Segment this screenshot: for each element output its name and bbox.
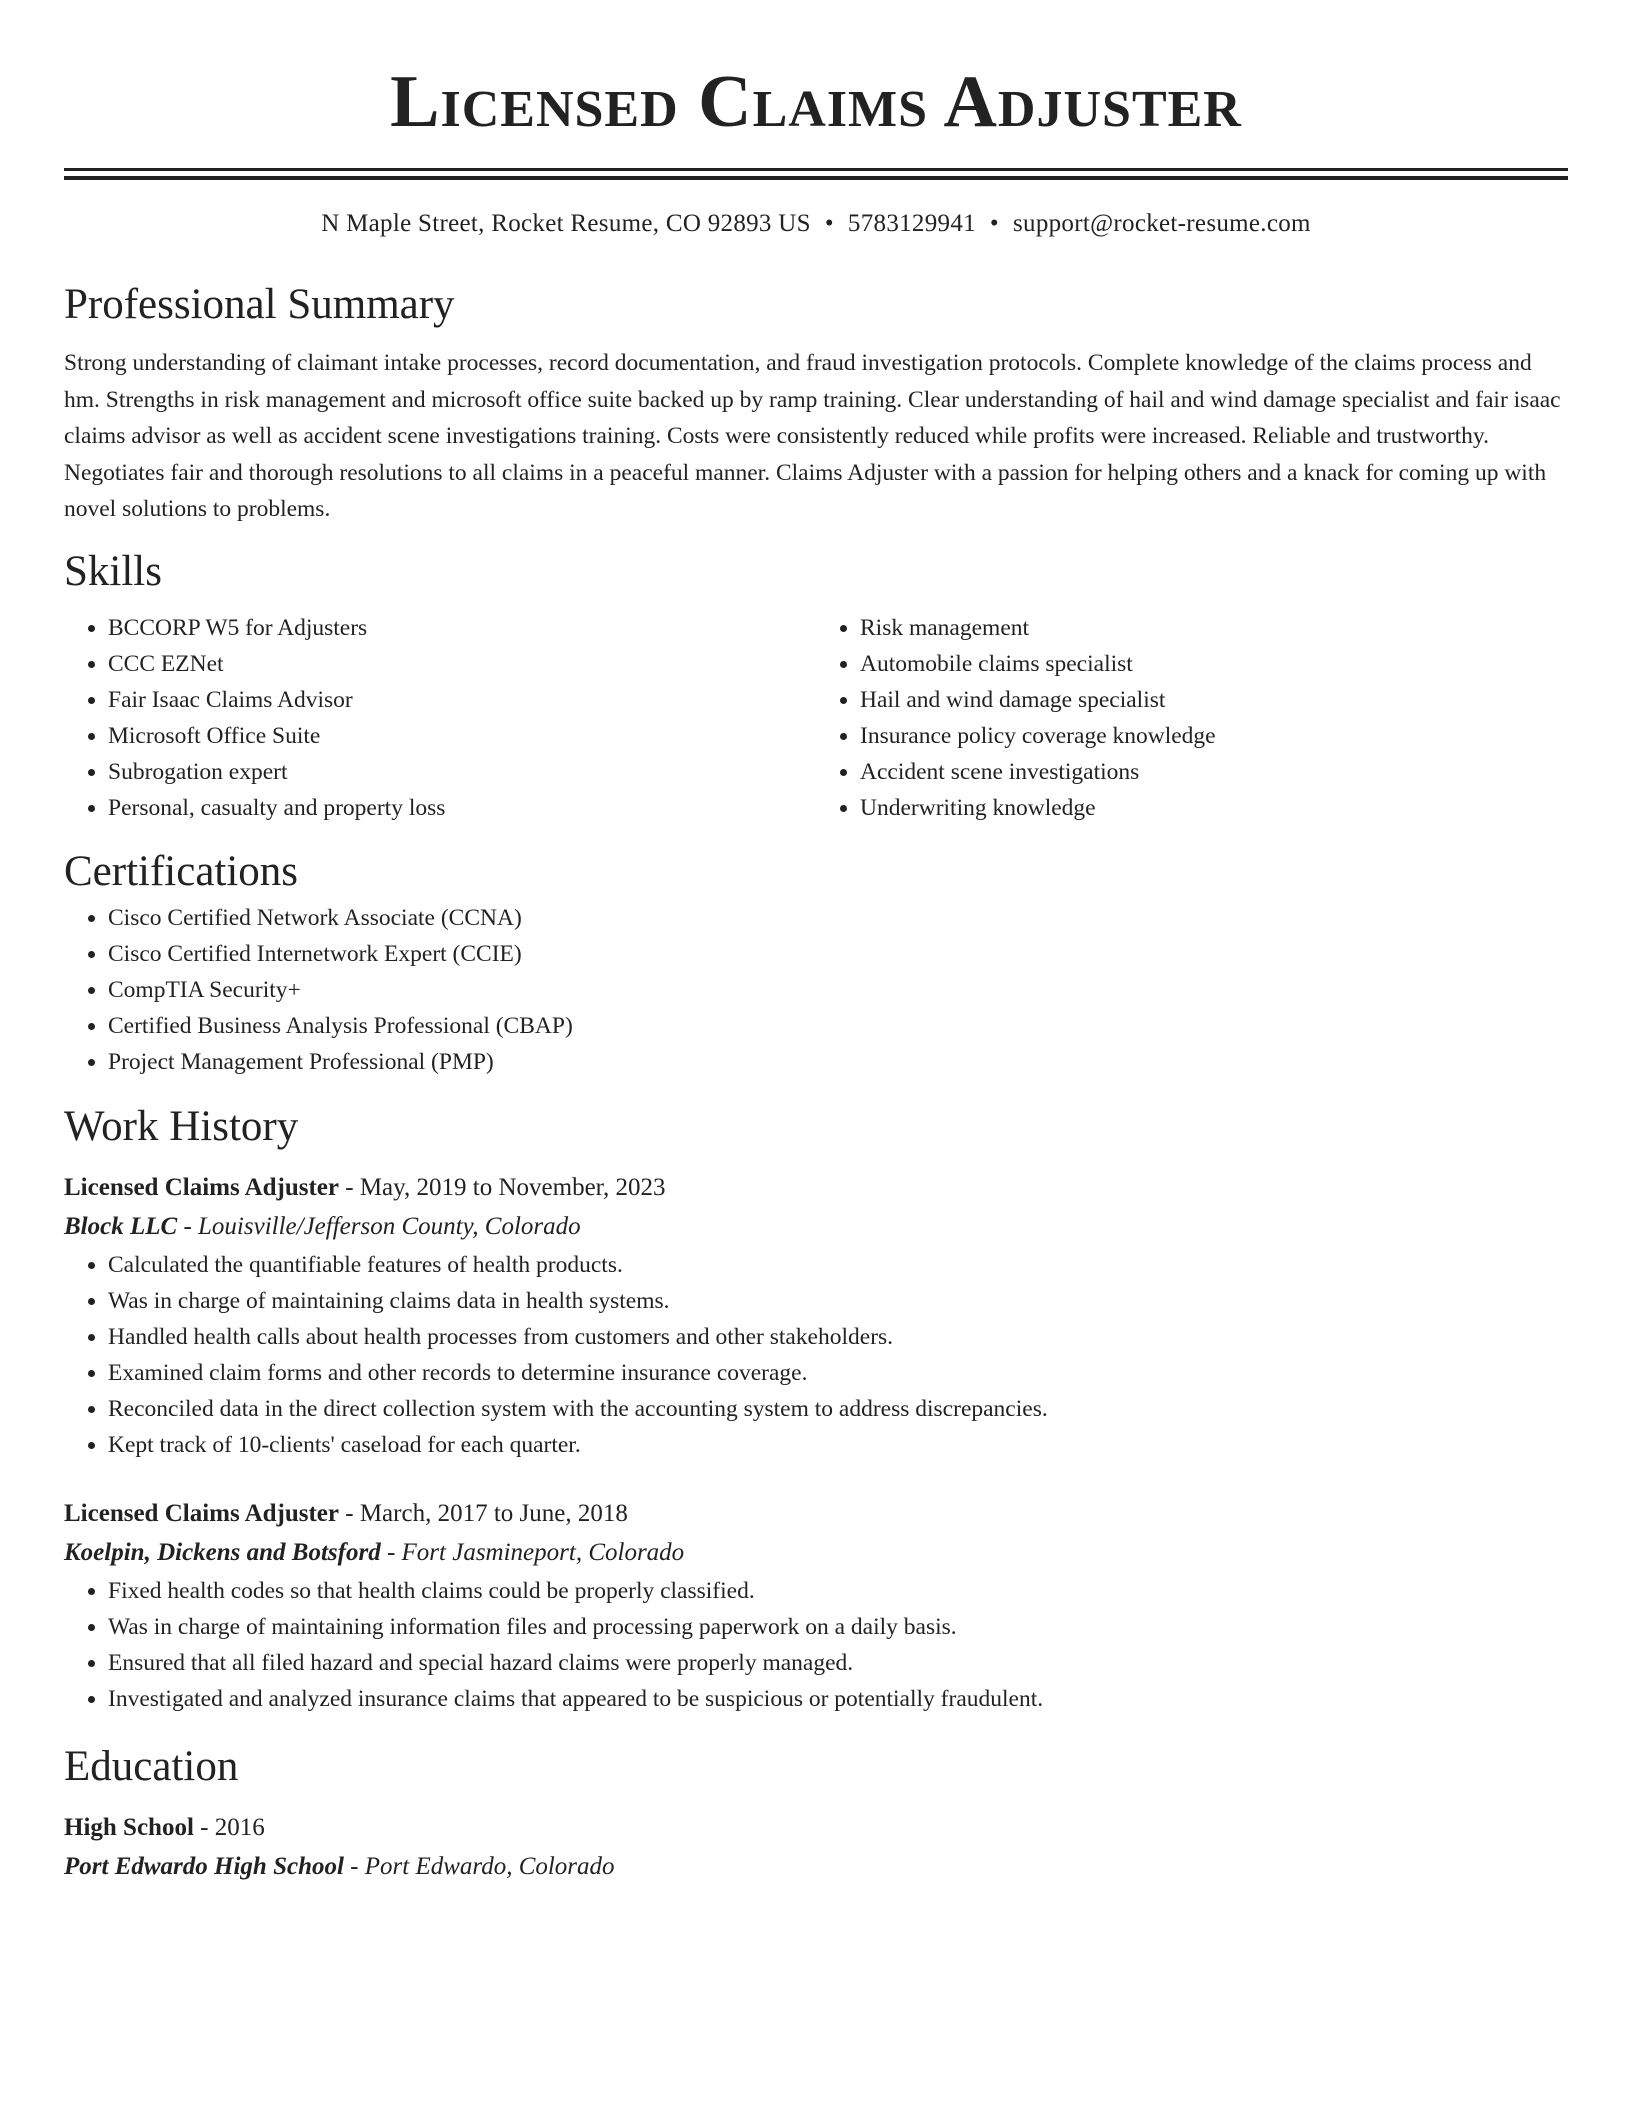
summary-text: Strong understanding of claimant intake processes, record documentation, and fraud investigation protocols. Complete knowledge of the claims process and hm. Strengths in risk management and microsoft office suite backed up by ramp training. Clear understanding of hail and wind damage specialist and fair isaac claims advisor as well as accident scene investigations training. Costs were consistently reduced while profits were increased. Reliable and trustworthy. Negotiates fair and thorough resolutions to all claims in a peaceful manner. Claims Adjuster with a passion for helping others and a knack for coming up with novel solutions to problems. — [64, 350, 1561, 522]
certification-item: • CompTIA Security+ — [108, 972, 1568, 1008]
header-double-rule — [64, 168, 1568, 180]
job-title-line — [64, 1495, 1568, 1533]
contact-separator: • — [989, 210, 999, 237]
certification-item: • Project Management Professional (PMP) — [108, 1044, 1568, 1080]
skill-item: • Subrogation expert — [108, 754, 816, 790]
job-bullet: • Ensured that all filed hazard and special hazard claims were properly managed. — [108, 1645, 1568, 1681]
certification-item: • Cisco Certified Network Associate (CCNA) — [108, 900, 1568, 936]
contact-email: support@rocket-resume.com — [1012, 210, 1311, 237]
skill-item: • BCCORP W5 for Adjusters — [108, 610, 816, 646]
summary-section — [64, 277, 1568, 528]
education-school: Port Edwardo High School — [64, 1852, 344, 1880]
certifications-section — [64, 844, 1568, 1080]
skill-item: • Underwriting knowledge — [860, 790, 1568, 826]
skills-section — [64, 544, 1568, 826]
education-degree: High School — [64, 1813, 194, 1841]
education-year: - 2016 — [193, 1813, 265, 1841]
skills-column-left — [64, 610, 816, 826]
job-company: Koelpin, Dickens and Botsford — [64, 1538, 381, 1566]
skill-item: • Personal, casualty and property loss — [108, 790, 816, 826]
skill-item: • Insurance policy coverage knowledge — [860, 718, 1568, 754]
certifications-heading: Certifications — [64, 847, 299, 895]
education-school-line — [64, 1847, 1568, 1887]
job-bullet: • Calculated the quantifiable features of health products. — [108, 1247, 1568, 1283]
education-entry — [64, 1809, 1568, 1887]
education-section — [64, 1739, 1568, 1887]
contact-address: N Maple Street, Rocket Resume, CO 92893 US — [321, 210, 811, 237]
job-location: - Louisville/Jefferson County, Colorado — [177, 1212, 581, 1240]
skills-list-left — [64, 610, 816, 826]
education-degree-line — [64, 1809, 1568, 1847]
job-bullet: • Investigated and analyzed insurance claims that appeared to be suspicious or potentially fraudulent. — [108, 1681, 1568, 1717]
job-title: Licensed Claims Adjuster — [64, 1173, 339, 1201]
skill-item: • Risk management — [860, 610, 1568, 646]
job-company: Block LLC — [64, 1212, 178, 1240]
job-entry — [64, 1495, 1568, 1717]
education-location: - Port Edwardo, Colorado — [343, 1852, 615, 1880]
education-heading: Education — [64, 1742, 239, 1790]
skill-item: • Fair Isaac Claims Advisor — [108, 682, 816, 718]
certifications-list — [64, 900, 1568, 1080]
skills-grid — [64, 610, 1568, 826]
skill-item: • Microsoft Office Suite — [108, 718, 816, 754]
job-dates: - March, 2017 to June, 2018 — [339, 1499, 628, 1527]
job-company-line — [64, 1207, 1568, 1247]
skill-item: • Hail and wind damage specialist — [860, 682, 1568, 718]
job-location: - Fort Jasmineport, Colorado — [380, 1538, 685, 1566]
certification-item: • Certified Business Analysis Professional (CBAP) — [108, 1008, 1568, 1044]
job-bullet: • Was in charge of maintaining information files and processing paperwork on a daily basis. — [108, 1609, 1568, 1645]
job-bullet: • Handled health calls about health processes from customers and other stakeholders. — [108, 1319, 1568, 1355]
skills-heading: Skills — [64, 547, 162, 595]
summary-heading: Professional Summary — [64, 281, 455, 328]
skill-item: • Accident scene investigations — [860, 754, 1568, 790]
skills-list-right — [816, 610, 1568, 826]
job-entry — [64, 1169, 1568, 1463]
candidate-name: Licensed Claims Adjuster — [390, 61, 1242, 143]
skill-item: • CCC EZNet — [108, 646, 816, 682]
job-title: Licensed Claims Adjuster — [64, 1499, 339, 1527]
contact-line — [64, 207, 1568, 241]
contact-phone: 5783129941 — [847, 210, 976, 237]
work-history-heading: Work History — [64, 1102, 299, 1150]
job-bullet: • Fixed health codes so that health claims could be properly classified. — [108, 1573, 1568, 1609]
contact-separator: • — [824, 210, 834, 237]
certification-item: • Cisco Certified Internetwork Expert (CCIE) — [108, 936, 1568, 972]
skills-column-right — [816, 610, 1568, 826]
job-bullet: • Was in charge of maintaining claims data in health systems. — [108, 1283, 1568, 1319]
job-bullet-list — [64, 1247, 1568, 1463]
job-bullet-list — [64, 1573, 1568, 1717]
job-bullet: • Kept track of 10-clients' caseload for each quarter. — [108, 1427, 1568, 1463]
job-bullet: • Reconciled data in the direct collection system with the accounting system to address discrepancies. — [108, 1391, 1568, 1427]
job-company-line — [64, 1533, 1568, 1573]
job-bullet: • Examined claim forms and other records to determine insurance coverage. — [108, 1355, 1568, 1391]
skill-item: • Automobile claims specialist — [860, 646, 1568, 682]
work-history-section — [64, 1099, 1568, 1717]
job-title-line — [64, 1169, 1568, 1207]
job-dates: - May, 2019 to November, 2023 — [339, 1173, 666, 1201]
